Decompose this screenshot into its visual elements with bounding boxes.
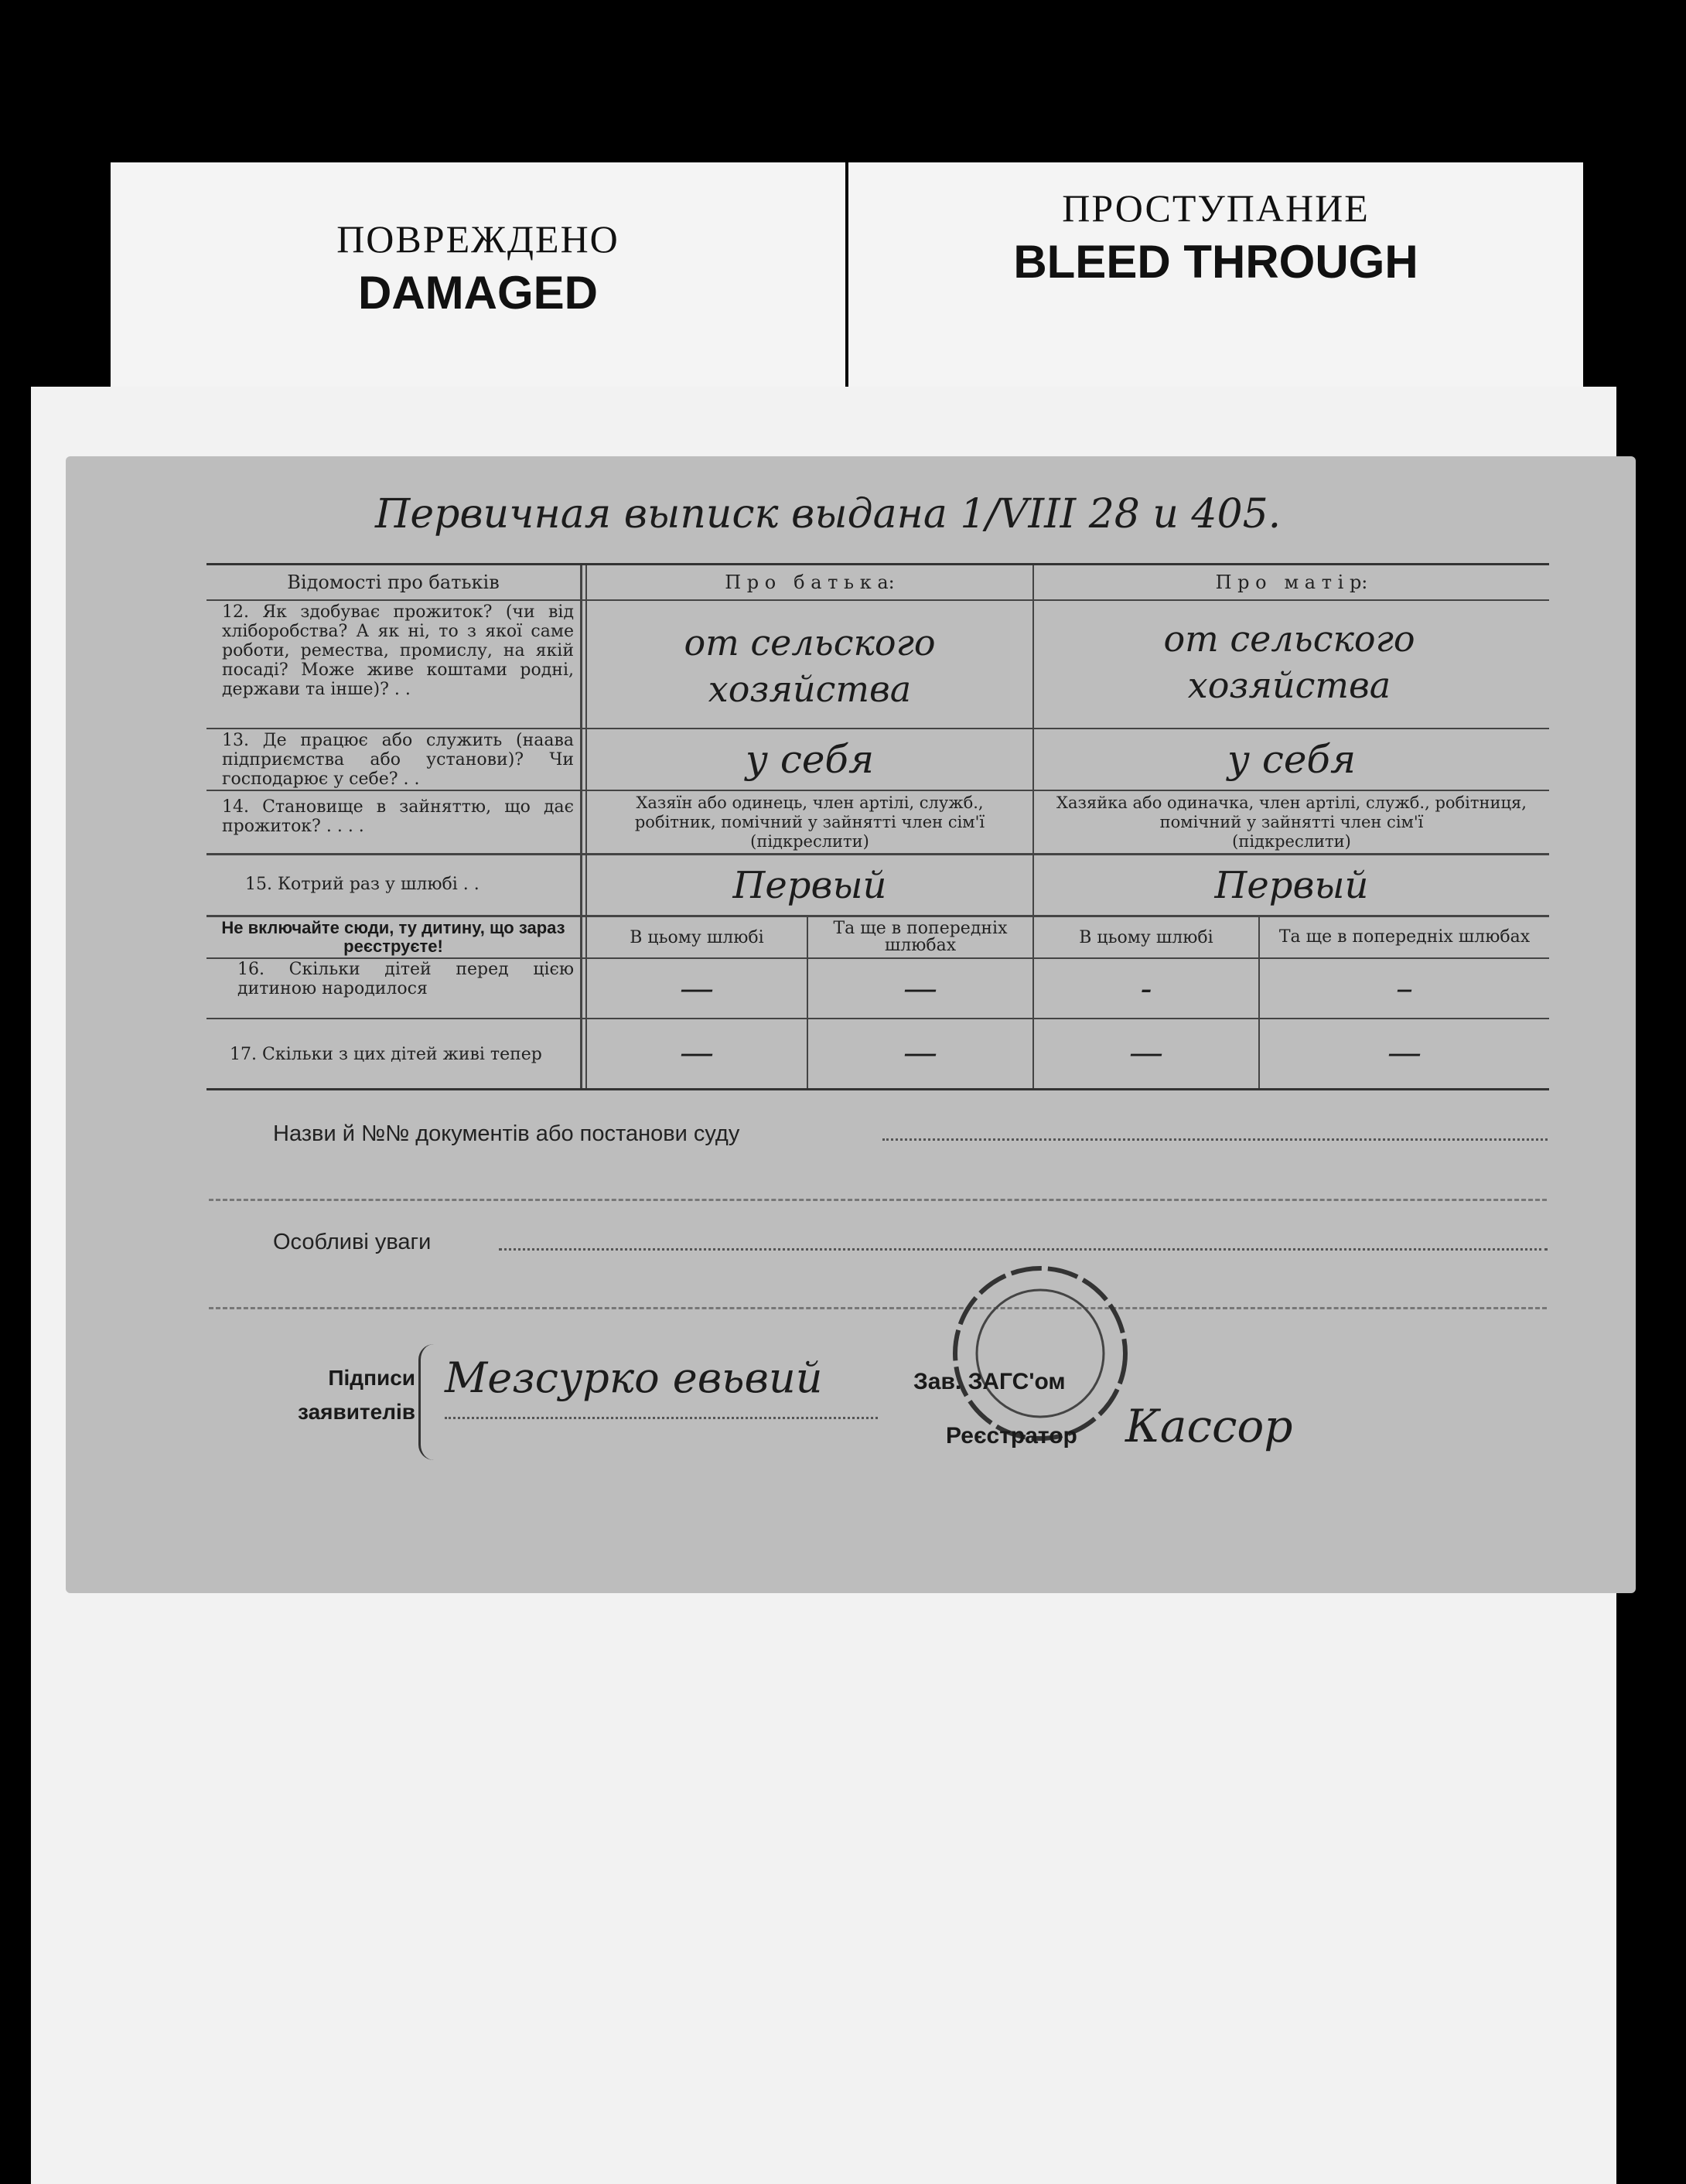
remarks-label: Особливі уваги	[273, 1230, 432, 1254]
bleed-through-label-card	[848, 162, 1583, 387]
mother-occupation-status	[1040, 793, 1543, 851]
mother-underline-note: (підкреслити)	[1232, 832, 1351, 851]
question-14: 14. Становище в зайняттю, що дає прожиток? . . . .	[222, 797, 574, 836]
bleed-through-label-ru: ПРОСТУПАНИЕ	[1062, 186, 1370, 230]
question-16: 16. Скільки дітей перед цією дитиною народилося	[237, 960, 574, 998]
signature-brace	[418, 1344, 439, 1460]
question-15: 15. Котрий раз у шлюбі . .	[245, 875, 480, 894]
mother-this-marriage: В цьому шлюбі	[1079, 927, 1213, 947]
remarks-field	[499, 1247, 1548, 1251]
father-livelihood: от сельского хозяйства	[684, 622, 936, 710]
header-about-mother: П р о м а т і р:	[1215, 572, 1368, 593]
registrar-signature: Кассор	[1125, 1400, 1293, 1452]
father-underline-note: (підкреслити)	[750, 832, 869, 851]
form-card	[66, 456, 1636, 1593]
applicant-signature-line	[445, 1415, 878, 1419]
question-13: 13. Де працює або служить (наава підприємства або установи)? Чи господарює у себе? . .	[222, 731, 574, 789]
remarks-field-line-2	[209, 1305, 1547, 1309]
header-about-father: П р о б а т ь к а:	[725, 572, 895, 593]
mother-occupation-options: Хазяйка або одиначка, член артілі, служб., робітниця, помічний у зайнятті член сім'ї	[1056, 793, 1527, 831]
q17-mother-this: —	[1129, 1032, 1163, 1073]
father-marriage-count: Первый	[732, 863, 887, 907]
applicant-signature: Мезсурко евьвий	[445, 1353, 823, 1402]
head-label: Зав. ЗАГС'ом	[913, 1369, 1066, 1394]
q17-mother-prev: —	[1387, 1032, 1421, 1073]
registrar-label: Реєстратор	[946, 1423, 1077, 1449]
damaged-label-en: DAMAGED	[358, 267, 598, 319]
q16-mother-prev: –	[1396, 968, 1413, 1008]
q17-father-this: —	[680, 1032, 714, 1073]
question-17: 17. Скільки з цих дітей живі тепер	[230, 1045, 542, 1064]
father-workplace: у себя	[745, 737, 875, 782]
mother-livelihood: от сельского хозяйства	[1163, 618, 1415, 706]
q16-mother-this: -	[1140, 968, 1152, 1008]
top-handwritten-note: Первичная выписк выдана 1/VIII 28 и 405.	[375, 491, 1282, 537]
documents-field	[882, 1137, 1548, 1141]
registry-stamp	[947, 1261, 1133, 1446]
father-occupation-status	[593, 793, 1026, 851]
mother-previous-marriages: Та ще в попередніх шлюбах	[1278, 927, 1531, 947]
documents-field-line-2	[209, 1197, 1547, 1201]
bleed-through-label-en: BLEED THROUGH	[1013, 236, 1418, 288]
father-occupation-options: Хазяїн або одинець, член артілі, служб., робітник, помічний у зайнятті член сім'ї	[634, 793, 985, 831]
damaged-label-ru: ПОВРЕЖДЕНО	[336, 217, 619, 261]
q16-father-this: —	[680, 968, 714, 1008]
mother-workplace: у себя	[1227, 737, 1357, 782]
header-parents-info: Відомості про батьків	[287, 572, 500, 593]
mother-marriage-count: Первый	[1214, 863, 1369, 907]
exclude-child-warning: Не включайте сюди, ту дитину, що зараз реєструєте!	[221, 918, 565, 956]
q17-father-prev: —	[903, 1032, 937, 1073]
q16-father-prev: —	[903, 968, 937, 1008]
documents-label: Назви й №№ документів або постанови суду	[273, 1121, 740, 1146]
signatures-label-line1: Підписи	[328, 1366, 415, 1390]
father-previous-marriages: Та ще в попередніх шлюбах	[833, 919, 1008, 955]
signatures-label	[268, 1361, 415, 1429]
damaged-label-card	[111, 162, 845, 394]
question-12: 12. Як здобуває прожиток? (чи від хліборобства? А як ні, то з якої саме роботи, ремества, промислу, на якій посаді? Може живе коштами родні, держави та інше)? . .	[222, 602, 574, 699]
father-this-marriage: В цьому шлюбі	[630, 927, 764, 947]
parents-table	[206, 563, 1549, 1090]
signatures-label-line2: заявителів	[298, 1400, 415, 1424]
